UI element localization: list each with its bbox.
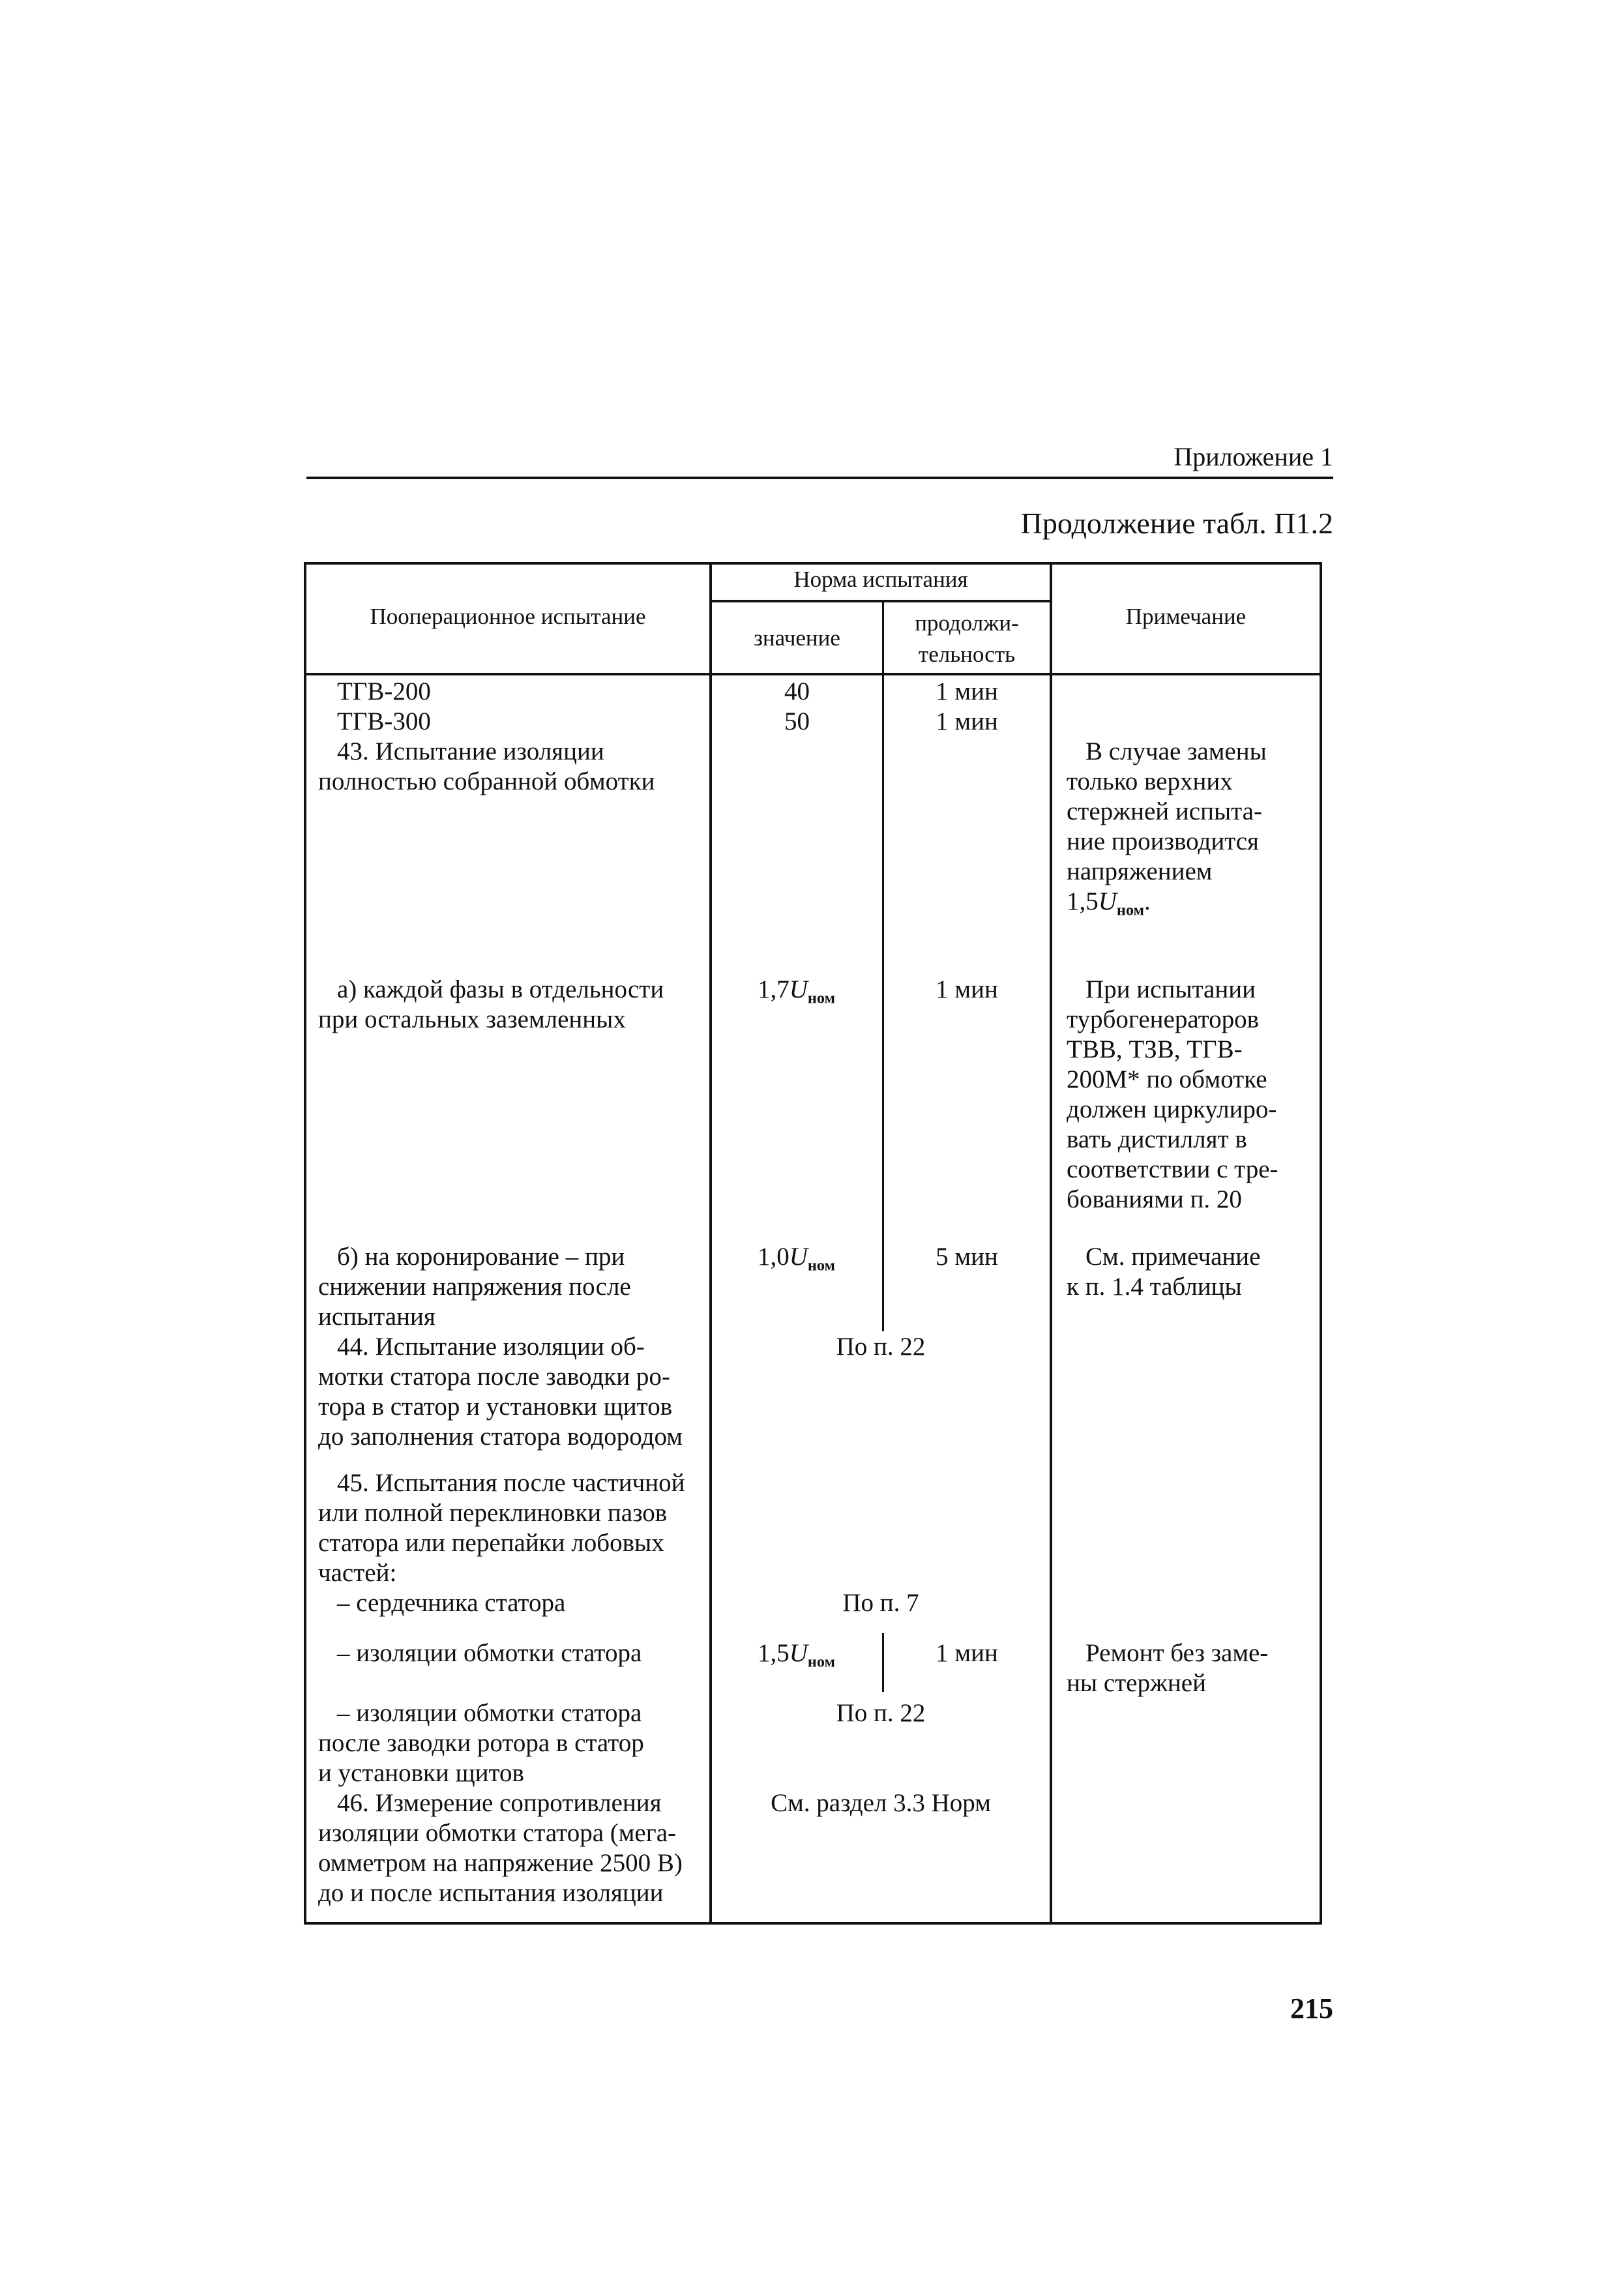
item43b-value: $1,0U_{ном}$: [758, 1243, 835, 1275]
item45-line4: частей:: [318, 1559, 397, 1587]
item43a-note-line1: При испытании: [1085, 975, 1256, 1003]
item43-line2: полностью собранной обмотки: [318, 767, 655, 795]
item43a-duration: 1 мин: [936, 975, 998, 1003]
item43a-note-line4: 200М* по обмотке: [1067, 1065, 1267, 1093]
item45-after-line1: – изоляции обмотки статора: [337, 1699, 642, 1727]
tgv300-duration: 1 мин: [936, 707, 998, 735]
header-duration-line1: продолжи-: [915, 610, 1019, 636]
item45-insulation-note-line1: Ремонт без заме-: [1085, 1639, 1269, 1667]
item46-line4: до и после испытания изоляции: [318, 1879, 664, 1907]
tgv200-duration: 1 мин: [936, 677, 998, 705]
item43a-note-line5: должен циркулиро-: [1067, 1095, 1277, 1123]
item43b-duration: 5 мин: [936, 1243, 998, 1271]
item46-norm: См. раздел 3.3 Норм: [771, 1789, 991, 1817]
item44-line1: 44. Испытание изоляции об-: [337, 1333, 645, 1361]
item46-line3: омметром на напряжение 2500 В): [318, 1849, 683, 1877]
tgv200-name: ТГВ-200: [337, 677, 431, 705]
tgv300-name: ТГВ-300: [337, 707, 431, 735]
header-note: Примечание: [1125, 604, 1247, 629]
item45-insulation-duration: 1 мин: [936, 1639, 998, 1667]
item43a-note-line6: вать дистиллят в: [1067, 1125, 1247, 1153]
tgv300-value: 50: [784, 707, 810, 735]
item43a-value: $1,7U_{ном}$: [758, 975, 835, 1007]
item44-norm: По п. 22: [836, 1333, 926, 1361]
item45-line3: статора или перепайки лобовых: [318, 1529, 664, 1557]
item45-line2: или полной переклиновки пазов: [318, 1499, 668, 1527]
header-value: значение: [754, 625, 840, 651]
item43b-line1: б) на коронирование – при: [337, 1243, 625, 1271]
table-caption: Продолжение табл. П1.2: [1020, 507, 1333, 540]
item45-after-line2: после заводки ротора в статор: [318, 1729, 644, 1757]
item43b-line2: снижении напряжения после: [318, 1273, 631, 1301]
item45-insulation-note-line2: ны стержней: [1067, 1669, 1206, 1697]
item46-line2: изоляции обмотки статора (мега-: [318, 1819, 677, 1847]
item44-line4: до заполнения статора водородом: [318, 1423, 683, 1451]
running-head-text: Приложение 1: [1174, 442, 1333, 471]
item43a-line1: а) каждой фазы в отдельности: [337, 975, 664, 1003]
item43a-note-line3: ТВВ, ТЗВ, ТГВ-: [1067, 1035, 1243, 1063]
header-operation: Пооперационное испытание: [370, 604, 646, 629]
item43a-note-line7: соответствии с тре-: [1067, 1155, 1278, 1183]
item46-line1: 46. Измерение сопротивления: [337, 1789, 662, 1817]
item43-note-line4: ние производится: [1067, 827, 1259, 855]
header-norm-group: Норма испытания: [793, 567, 968, 592]
item45-line1: 45. Испытания после частичной: [337, 1469, 685, 1497]
item43-note-line2: только верхних: [1067, 767, 1233, 795]
item43b-note-line2: к п. 1.4 таблицы: [1067, 1273, 1242, 1301]
item45-after-norm: По п. 22: [836, 1699, 926, 1727]
tgv200-value: 40: [784, 677, 810, 705]
header-duration-line2: тельность: [918, 642, 1016, 667]
item44-line2: мотки статора после заводки ро-: [318, 1363, 670, 1391]
item43-note-voltage: $1,5U_{ном}$.: [1067, 887, 1151, 919]
item45-after-line3: и установки щитов: [318, 1759, 524, 1787]
page-number: 215: [1290, 1992, 1333, 2024]
item43-line1: 43. Испытание изоляции: [337, 737, 604, 765]
item43b-note-line1: См. примечание: [1085, 1243, 1261, 1271]
item45-insulation-name: – изоляции обмотки статора: [337, 1639, 642, 1667]
item43-note-line3: стержней испыта-: [1067, 797, 1262, 825]
item43-note-line1: В случае замены: [1085, 737, 1267, 765]
item43a-note-line8: бованиями п. 20: [1067, 1185, 1242, 1213]
item43b-line3: испытания: [318, 1303, 436, 1331]
item43-note-line5: напряжением: [1067, 857, 1213, 885]
item43a-note-line2: турбогенераторов: [1067, 1005, 1260, 1033]
item45-core-name: – сердечника статора: [337, 1589, 566, 1617]
running-head: [306, 440, 1333, 479]
item43a-line2: при остальных заземленных: [318, 1005, 626, 1033]
item45-insulation-value: $1,5U_{ном}$: [758, 1639, 835, 1671]
item44-line3: тора в статор и установки щитов: [318, 1393, 673, 1421]
item45-core-norm: По п. 7: [842, 1589, 919, 1617]
